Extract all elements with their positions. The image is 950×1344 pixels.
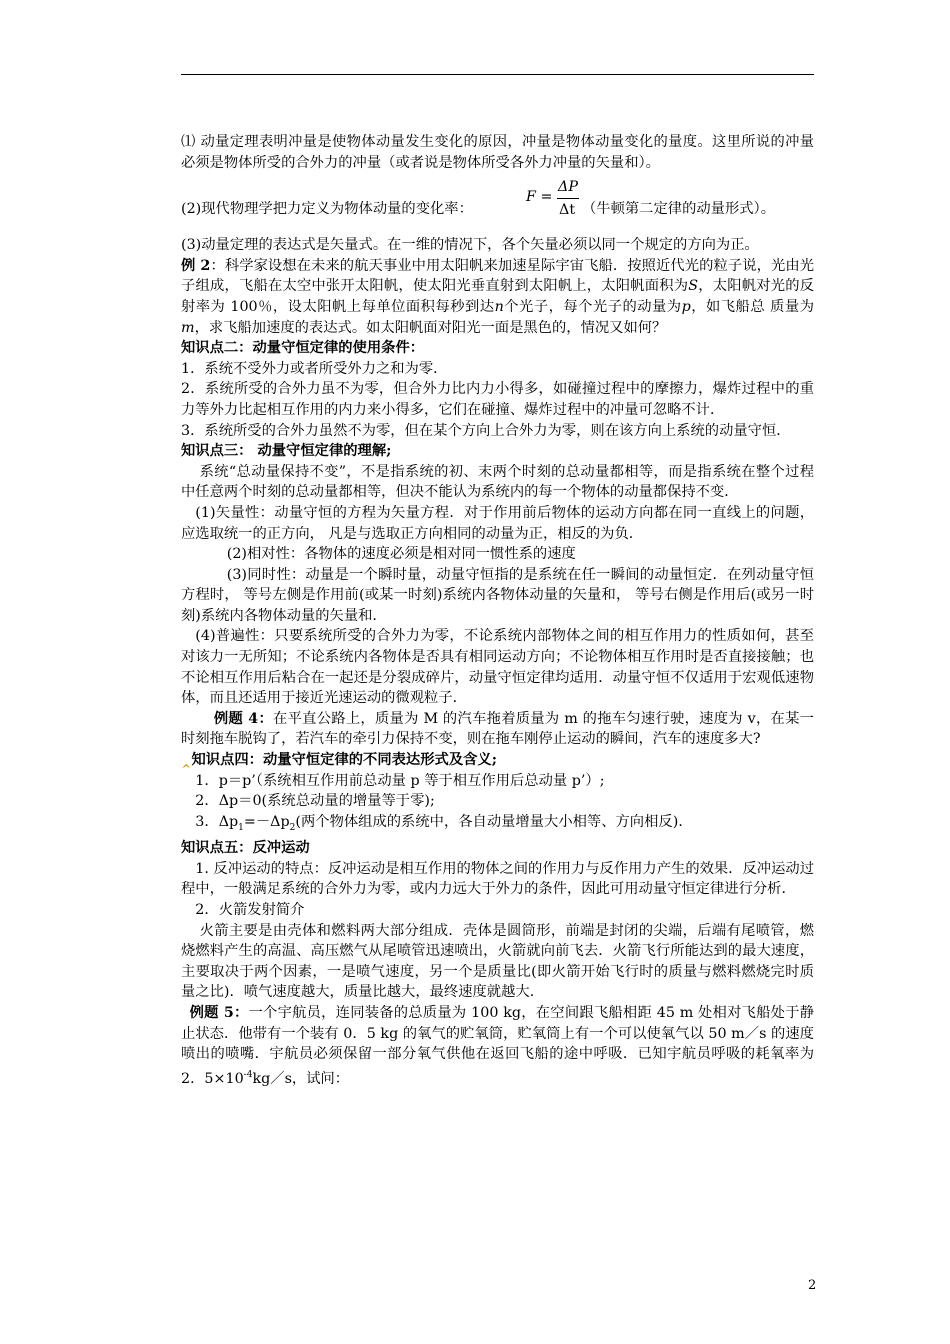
- k2-item: 2．系统所受的合外力虽不为零，但合外力比内力小得多，如碰撞过程中的摩擦力，爆炸过程中的重力等外力比起相互作用的内力来小得多，它们在碰撞、爆炸过程中的冲量可忽略不计．: [181, 381, 814, 418]
- k3-vector: (1)矢量性：动量守恒的方程为矢量方程．对于作用前后物体的运动方向都在同一直线上的问题，应选取统一的正方向， 凡是与选取正方向相同的动量为正，相反的为负．: [181, 504, 814, 542]
- k4-form-2: 2．Δp＝0(系统总动量的增量等于零);: [195, 793, 435, 810]
- document-body: [181, 132, 814, 1089]
- paragraph-momentum-theorem-1: ⑴ 动量定理表明冲量是使物体动量发生变化的原因，冲量是物体动量变化的量度。这里所说的冲量必须是物体所受的合外力的冲量（或者说是物体所受各外力冲量的矢量和）。: [181, 134, 814, 171]
- paragraph-momentum-theorem-2: [181, 173, 814, 235]
- example-4: 例题 4：在平直公路上，质量为 M 的汽车拖着质量为 m 的拖车匀速行驶，速度为 v，在某一时刻拖车脱钩了，若汽车的牵引力保持不变，则在拖车刚停止运动的瞬间，汽车的速度多大?: [181, 710, 814, 748]
- section-title-k3: 知识点三： 动量守恒定律的理解;: [181, 443, 392, 460]
- formula-intro-text: (2)现代物理学把力定义为物体动量的变化率：: [181, 201, 473, 218]
- formula-note: （牛顿第二定律的动量形式）。: [582, 201, 776, 218]
- force-formula: [526, 177, 582, 223]
- k3-simultaneity: (3)同时性：动量是一个瞬时量，动量守恒指的是系统在任一瞬间的动量恒定．在列动量守恒方程时， 等号左侧是作用前(或某一时刻)系统内各物体动量的矢量和， 等号右侧是作用后(或另一时刻)系统内各物体动量的矢量和．: [181, 566, 814, 624]
- k4-form-3: 3．$\Delta p_1=-\Delta p_2$(两个物体组成的系统中，各自动量增量大小相等、方向相反).: [195, 813, 683, 833]
- example-5-label: 例题 5：: [189, 1005, 249, 1022]
- formula-lhs: F =: [526, 189, 553, 206]
- section-title-k4: ‸知识点四：动量守恒定律的不同表达形式及含义;: [181, 752, 497, 769]
- k3-intro: 系统“总动量保持不变”，不是指系统的初、末两个时刻的总动量都相等，而是指系统在整个过程中任意两个时刻的总动量都相等，但决不能认为系统内的每一个物体的动量都保持不变．: [181, 463, 814, 501]
- page-number: 2: [808, 1278, 817, 1293]
- k5-rocket-text: 火箭主要是由壳体和燃料两大部分组成．壳体是圆筒形，前端是封闭的尖端，后端有尾喷管，燃烧燃料产生的高温、高压燃气从尾喷管迅速喷出，火箭就向前飞去．火箭飞行所能达到的最大速度，主要取决于两个因素，一是喷气速度，另一个是质量比(即火箭开始飞行时的质量与燃料燃烧完时质量之比)．喷气速度越大，质量比越大，最终速度就越大．: [181, 922, 814, 1001]
- k4-form-1: 1．p＝p’（系统相互作用前总动量 p 等于相互作用后总动量 p’）;: [195, 772, 605, 789]
- example-2: 例 2：科学家设想在未来的航天事业中用太阳帆来加速星际宇宙飞船．按照近代光的粒子说，光由光子组成，飞船在太空中张开太阳帆，使太阳光垂直射到太阳帆上，太阳帆面积为S，太阳帆对光的反射率为 100％，设太阳帆上每单位面积每秒到达n个光子，每个光子的动量为p，如飞船总 质量为m，求飞船加速度的表达式。如太阳帆面对阳光一面是黑色的，情况又如何？: [181, 257, 815, 336]
- example-5: 例题 5：一个宇航员，连同装备的总质量为 100 kg，在空间跟飞船相距 45 m 处相对飞船处于静止状态．他带有一个装有 0．5 kg 的氧气的贮氧筒，贮氧筒上有一个可以使氧气以 50 m／s 的速度喷出的喷嘴．宇航员必须保留一部分氧气供他在返回飞船的途中呼吸．已知宇航员呼吸的耗氧率为 2．$5\times 10^{-4}kg/s$，试问：: [181, 1005, 814, 1087]
- section-title-k2: 知识点二：动量守恒定律的使用条件：: [181, 340, 425, 357]
- k2-item: 1．系统不受外力或者所受外力之和为零．: [181, 360, 448, 377]
- k3-relativity: (2)相对性：各物体的速度必须是相对同一惯性系的速度: [226, 546, 576, 563]
- paragraph-momentum-theorem-3: (3)动量定理的表达式是矢量式。在一维的情况下，各个矢量必须以同一个规定的方向为正。: [181, 237, 759, 254]
- k5-rocket-heading: 2．火箭发射简介: [195, 902, 305, 919]
- formula-numerator: ΔP: [558, 179, 578, 196]
- example-2-label: 例 2: [181, 257, 211, 274]
- k3-universality: (4)普遍性：只要系统所受的合外力为零，不论系统内部物体之间的相互作用力的性质如何，甚至对该力一无所知；不论系统内各物体是否具有相同运动方向；不论物体相互作用时是否直接接触；也不论相互作用后粘合在一起还是分裂成碎片，动量守恒定律均适用．动量守恒不仅适用于宏观低速物体，而且还适用于接近光速运动的微观粒子．: [181, 628, 814, 707]
- header-rule: [181, 74, 814, 75]
- example-4-label: 例题 4：: [213, 710, 274, 727]
- k2-item: 3．系统所受的合外力虽然不为零，但在某个方向上合外力为零，则在该方向上系统的动量守恒．: [181, 422, 791, 439]
- formula-denominator: Δt: [559, 202, 576, 219]
- fraction-bar: [557, 198, 579, 199]
- insert-marker: ‸: [181, 752, 192, 769]
- section-title-k5: 知识点五：反冲运动: [181, 840, 310, 857]
- k5-recoil-features: 1. 反冲运动的特点：反冲运动是相互作用的物体之间的作用力与反作用力产生的效果．反冲运动过程中，一般满足系统的合外力为零，或内力远大于外力的条件，因此可用动量守恒定律进行分析．: [181, 860, 814, 898]
